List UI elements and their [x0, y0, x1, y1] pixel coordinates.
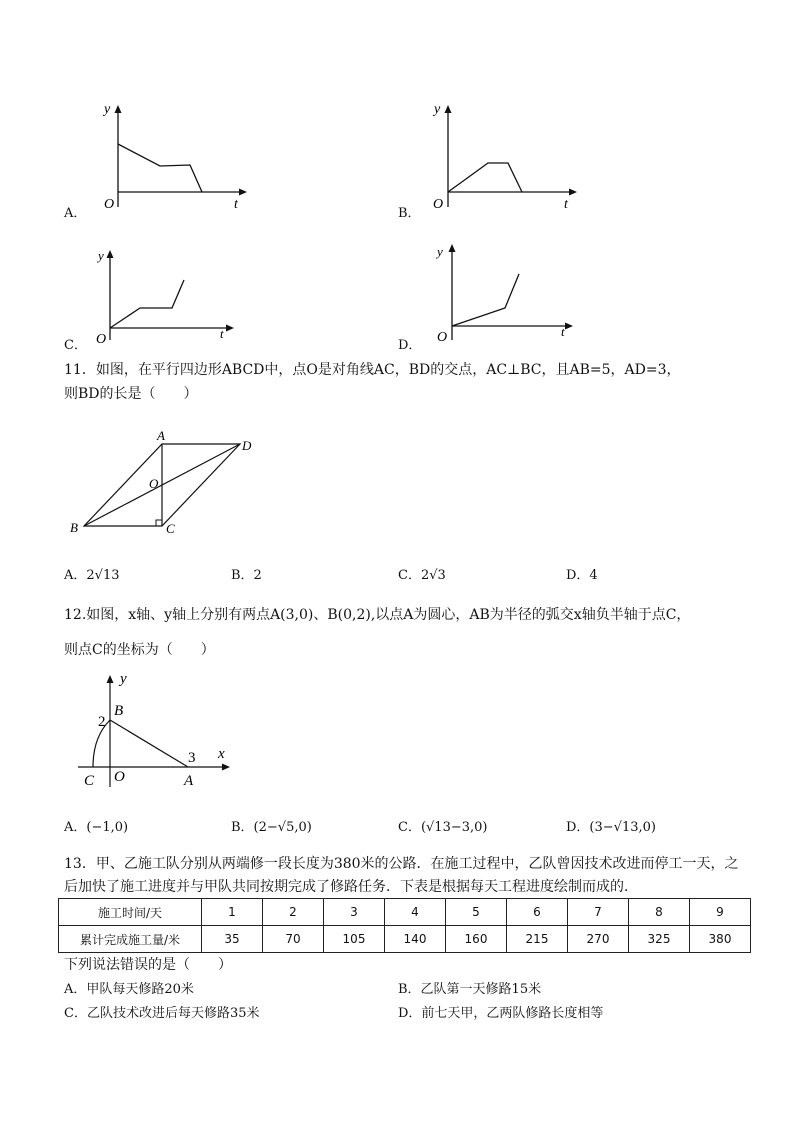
- graph-c-svg: [60, 240, 260, 350]
- q11-point-a: A: [157, 428, 165, 443]
- q13-option-a: A．甲队每天修路20米: [64, 982, 194, 997]
- q12-tick-3: 3: [188, 750, 196, 766]
- q11-text-line1: 11．如图，在平行四边形ABCD中，点O是对角线AC，BD的交点，AC⊥BC，且AB=5，AD=3，: [64, 362, 681, 378]
- table-cell: 160: [446, 926, 507, 953]
- table-cell: 5: [446, 899, 507, 926]
- table-cell: 105: [324, 926, 385, 953]
- table-header-amount: 累计完成施工量/米: [59, 926, 202, 953]
- graph-c-origin: O: [96, 332, 107, 347]
- graph-b-svg: [400, 95, 600, 225]
- graph-c-t-label: t: [220, 326, 224, 341]
- table-cell: 270: [568, 926, 629, 953]
- q11-option-c: C．2√3: [398, 568, 446, 583]
- q12-point-b: B: [114, 703, 124, 719]
- table-cell: 215: [507, 926, 568, 953]
- graph-a-t-label: t: [234, 197, 238, 212]
- graph-d-origin: O: [437, 330, 448, 345]
- table-cell: 7: [568, 899, 629, 926]
- table-cell: 4: [385, 899, 446, 926]
- table-cell: 35: [202, 926, 263, 953]
- table-cell: 8: [629, 899, 690, 926]
- q11-figure: [60, 420, 280, 549]
- table-cell: 6: [507, 899, 568, 926]
- option-a-label: A．: [64, 206, 87, 221]
- q11-option-a: A．2√13: [64, 568, 120, 583]
- graph-a: [60, 95, 260, 229]
- q11-option-d: D．4: [566, 568, 598, 583]
- q12-point-a: A: [184, 773, 194, 789]
- q12-option-c: C．(√13−3,0): [398, 820, 488, 835]
- q12-tick-2: 2: [98, 714, 106, 730]
- q12-coordinate-svg: [60, 665, 250, 795]
- option-d-label: D．: [398, 338, 422, 353]
- q13-text-line2: 后加快了施工进度并与甲队共同按期完成了修路任务．下表是根据每天工程进度绘制而成的．: [64, 879, 638, 895]
- table-row-amounts: [59, 926, 751, 953]
- q13-table: [58, 898, 751, 953]
- q12-point-c: C: [84, 773, 95, 789]
- q11-point-o: O: [149, 476, 159, 491]
- q11-point-d: D: [242, 438, 252, 453]
- q11-parallelogram-svg: [60, 420, 280, 545]
- table-cell: 2: [263, 899, 324, 926]
- q13-progress-table: [58, 898, 751, 953]
- q13-option-b: B．乙队第一天修路15米: [398, 982, 542, 997]
- graph-b: [400, 95, 600, 229]
- table-cell: 1: [202, 899, 263, 926]
- table-header-time: 施工时间/天: [59, 899, 202, 926]
- q13-prompt: 下列说法错误的是（ ）: [64, 957, 232, 973]
- table-cell: 3: [324, 899, 385, 926]
- q11-option-b: B．2: [231, 568, 262, 583]
- q12-text-line2: 则点C的坐标为（ ）: [64, 642, 215, 658]
- table-cell: 70: [263, 926, 324, 953]
- q12-option-b: B．(2−√5,0): [231, 820, 312, 835]
- q12-option-a: A．(−1,0): [64, 820, 129, 835]
- q12-figure: [60, 665, 250, 799]
- graph-d-t-label: t: [561, 324, 565, 339]
- table-row-days: [59, 899, 751, 926]
- graph-c: [60, 240, 260, 354]
- table-cell: 140: [385, 926, 446, 953]
- graph-d: [395, 238, 595, 352]
- q13-option-c: C．乙队技术改进后每天修路35米: [64, 1006, 260, 1021]
- graph-b-y-label: y: [434, 102, 441, 117]
- graph-d-svg: [395, 238, 595, 348]
- q12-y-axis-label: y: [120, 671, 127, 687]
- graph-a-y-label: y: [104, 102, 111, 117]
- graph-a-origin: O: [104, 197, 115, 212]
- q12-text-line1: 12.如图，x轴、y轴上分别有两点A(3,0)、B(0,2),以点A为圆心，AB为半径的弧交x轴负半轴于点C，: [64, 607, 691, 623]
- q12-option-d: D．(3−√13,0): [566, 820, 656, 835]
- graph-a-svg: [60, 95, 260, 225]
- graph-d-y-label: y: [437, 244, 443, 259]
- option-b-label: B．: [398, 206, 421, 221]
- table-cell: 325: [629, 926, 690, 953]
- q12-origin: O: [114, 769, 125, 785]
- q11-text-line2: 则BD的长是（ ）: [64, 386, 198, 402]
- q13-text-line1: 13．甲、乙施工队分别从两端修一段长度为380米的公路．在施工过程中，乙队曾因技术改进而停工一天，之: [64, 856, 739, 872]
- q12-x-axis-label: x: [218, 746, 225, 762]
- q11-point-c: C: [166, 521, 175, 536]
- q13-option-d: D．前七天甲，乙两队修路长度相等: [398, 1006, 604, 1021]
- graph-b-origin: O: [433, 197, 444, 212]
- table-cell: 380: [690, 926, 751, 953]
- graph-b-t-label: t: [564, 197, 568, 212]
- table-cell: 9: [690, 899, 751, 926]
- q11-point-b: B: [70, 520, 78, 535]
- graph-c-y-label: y: [98, 248, 104, 263]
- option-c-label: C．: [64, 338, 87, 353]
